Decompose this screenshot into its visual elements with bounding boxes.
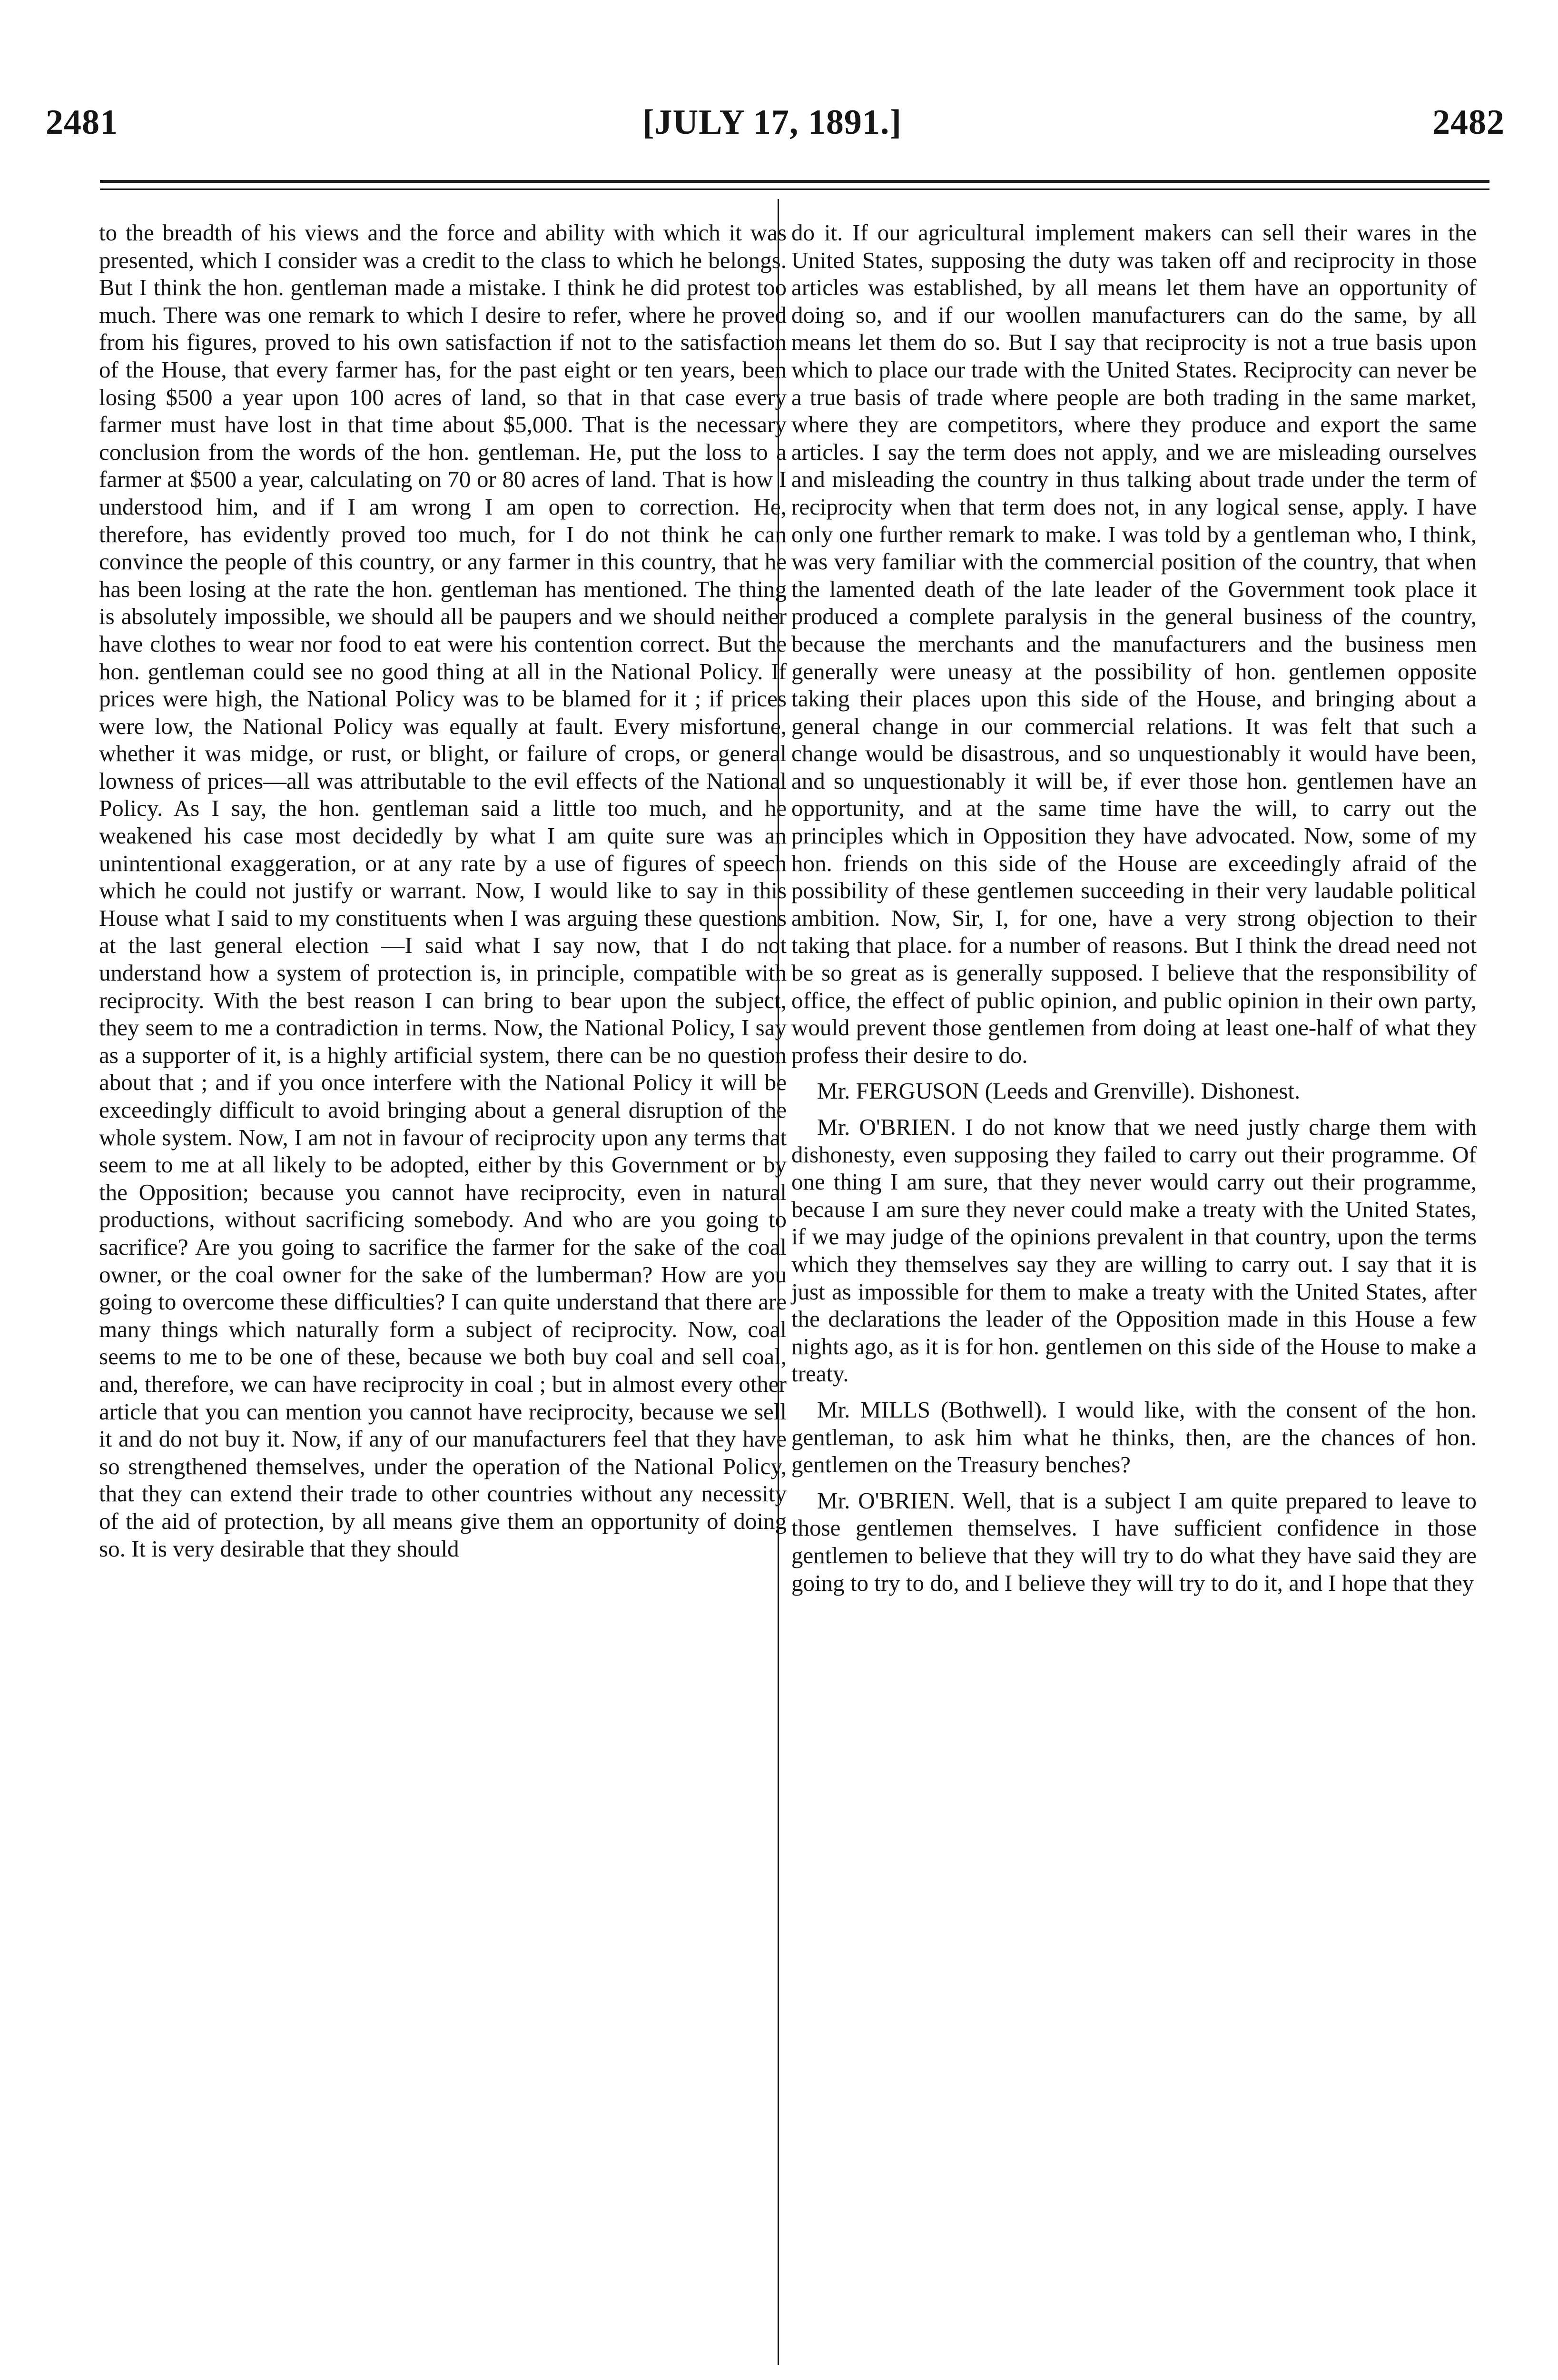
header-rule-top xyxy=(100,180,1489,183)
right-column xyxy=(791,219,1477,1597)
right-column-paragraph: do it. If our agricultural implement makers can sell their wares in the United States, supposing the duty was taken off and reciprocity in those articles was established, by all means let them have an opportunity of doing so, and if our woollen manufacturers can do the same, by all means let them do so. But I say that reciprocity is not a true basis upon which to place our trade with the United States. Reciprocity can never be a true basis of trade where people are both trading in the same market, where they are competitors, where they produce and export the same articles. I say the term does not apply, and we are misleading ourselves and misleading the country in thus talking about trade under the term of reciprocity when that term does not, in any logical sense, apply. I have only one further remark to make. I was told by a gentleman who, I think, was very familiar with the commercial position of the country, that when the lamented death of the late leader of the Government took place it produced a complete paralysis in the general business of the country, because the merchants and the manufacturers and the business men generally were uneasy at the possibility of hon. gentlemen opposite taking their places upon this side of the House, and bringing about a general change in our commercial relations. It was felt that such a change would be disastrous, and so unquestionably it would have been, and so unquestionably it will be, if ever those hon. gentlemen have an opportunity, and at the same time have the will, to carry out the principles which in Opposition they have advocated. Now, some of my hon. friends on this side of the House are exceedingly afraid of the possibility of these gentlemen succeeding in their very laudable political ambition. Now, Sir, I, for one, have a very strong objection to their taking that place. for a number of reasons. But I think the dread need not be so great as is generally supposed. I believe that the responsibility of office, the effect of public opinion, and public opinion in their own party, would prevent those gentlemen from doing at least one-half of what they profess their desire to do. xyxy=(791,219,1477,1068)
left-column-paragraph: to the breadth of his views and the force and ability with which it was presented, which I consider was a credit to the class to which he belongs. But I think the hon. gentleman made a mistake. I think he did protest too much. There was one remark to which I desire to refer, where he proved from his figures, proved to his own satisfaction if not to the satisfaction of the House, that every farmer has, for the past eight or ten years, been losing $500 a year upon 100 acres of land, so that in that case every farmer must have lost in that time about $5,000. That is the necessary conclusion from the words of the hon. gentleman. He, put the loss to a farmer at $500 a year, calculating on 70 or 80 acres of land. That is how I understood him, and if I am wrong I am open to correction. He, therefore, has evidently proved too much, for I do not think he can convince the people of this country, or any farmer in this country, that he has been losing at the rate the hon. gentleman has mentioned. The thing is absolutely impossible, we should all be paupers and we should neither have clothes to wear nor food to eat were his contention correct. But the hon. gentleman could see no good thing at all in the National Policy. If prices were high, the National Policy was to be blamed for it ; if prices were low, the National Policy was equally at fault. Every misfortune, whether it was midge, or rust, or blight, or failure of crops, or general lowness of prices—all was attributable to the evil effects of the National Policy. As I say, the hon. gentleman said a little too much, and he weakened his case most decidedly by what I am quite sure was an unintentional exaggeration, or at any rate by a use of figures of speech which he could not justify or warrant. Now, I would like to say in this House what I said to my constituents when I was arguing these questions at the last general election —I said what I say now, that I do not understand how a system of protection is, in principle, compatible with reciprocity. With the best reason I can bring to bear upon the subject, they seem to me a contradiction in terms. Now, the National Policy, I say as a supporter of it, is a highly artificial system, there can be no question about that ; and if you once interfere with the National Policy it will be exceedingly difficult to avoid bringing about a general disruption of the whole system. Now, I am not in favour of reciprocity upon any terms that seem to me at all likely to be adopted, either by this Government or by the Opposition; because you cannot have reciprocity, even in natural productions, without sacrificing somebody. And who are you going to sacrifice? Are you going to sacrifice the farmer for the sake of the coal owner, or the coal owner for the sake of the lumberman? How are you going to overcome these difficulties? I can quite understand that there are many things which naturally form a subject of reciprocity. Now, coal seems to me to be one of these, because we both buy coal and sell coal, and, therefore, we can have reciprocity in coal ; but in almost every other article that you can mention you cannot have reciprocity, because we sell it and do not buy it. Now, if any of our manufacturers feel that they have so strengthened themselves, under the operation of the National Policy, that they can extend their trade to other countries without any necessity of the aid of protection, by all means give them an opportunity of doing so. It is very desirable that they should xyxy=(99,219,787,1562)
speech-ferguson: Mr. FERGUSON (Leeds and Grenville). Dishonest. xyxy=(817,1078,1301,1104)
page-date: [JULY 17, 1891.] xyxy=(642,103,902,142)
page-header xyxy=(0,102,1558,145)
left-column xyxy=(99,219,787,1562)
speech-obrien-1: Mr. O'BRIEN. I do not know that we need justly charge them with dishonesty, even supposing they failed to carry out their programme. Of one thing I am sure, that they never would carry out their programme, because I am sure they never could make a treaty with the United States, if we may judge of the opinions prevalent in that country, upon the terms which they themselves say they are willing to carry out. I say that it is just as impossible for them to make a treaty with the United States, after the declarations the leader of the Opposition made in this House a few nights ago, as it is for hon. gentlemen on this side of the House to make a treaty. xyxy=(791,1114,1477,1387)
page-number-right: 2482 xyxy=(1432,103,1505,142)
page-number-left: 2481 xyxy=(46,103,118,142)
speech-mills: Mr. MILLS (Bothwell). I would like, with the consent of the hon. gentleman, to ask him what he thinks, then, are the chances of hon. gentlemen on the Treasury benches? xyxy=(791,1396,1477,1478)
header-rule-bottom xyxy=(100,188,1489,190)
speech-obrien-2: Mr. O'BRIEN. Well, that is a subject I am quite prepared to leave to those gentlemen themselves. I have sufficient confidence in those gentlemen to believe that they will try to do what they have said they are going to try to do, and I believe they will try to do it, and I hope that they xyxy=(791,1487,1477,1596)
